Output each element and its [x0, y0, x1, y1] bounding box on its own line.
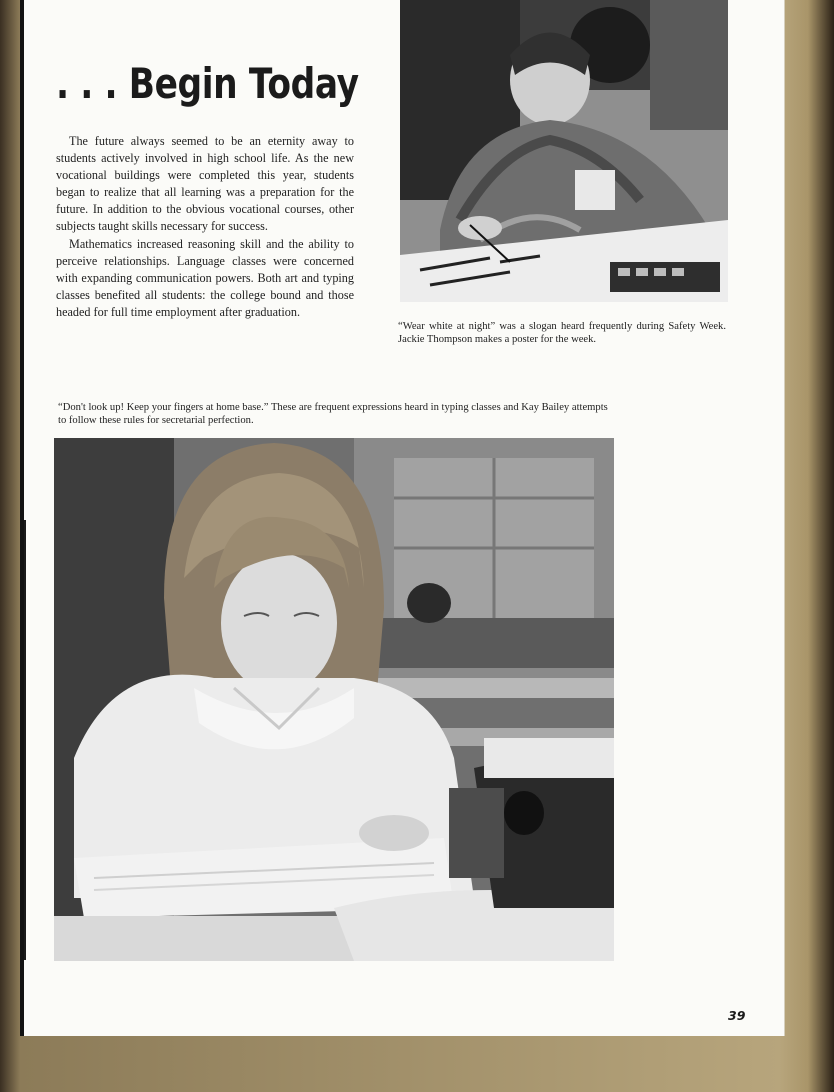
paragraph-1: The future always seemed to be an eternity away to students actively involved in high school life. As the new vocational buildings were completed this year, students began to realize that all learning was a preparation for the future. In addition to the obvious vocational courses, other subjects taught skills necessary for success.	[56, 134, 354, 234]
big-photo-caption: “Don't look up! Keep your fingers at home base.” These are frequent expressions heard in typing classes and Kay Bailey attempts to follow these rules for secretarial perfection.	[58, 402, 608, 426]
binding-edge-line	[24, 520, 26, 960]
page-heading: . . . Begin Today	[56, 59, 359, 108]
body-text	[56, 133, 354, 321]
paragraph-2: Mathematics increased reasoning skill and the ability to perceive relationships. Language classes were concerned with expanding communication powers. Both art and typing classes benefited all students: the college bound and those headed for full time employment after graduation.	[56, 236, 354, 319]
page-number: 39	[728, 1008, 746, 1023]
typing-class-photo	[54, 438, 614, 961]
student-poster-photo	[400, 0, 728, 302]
top-photo-caption: “Wear white at night” was a slogan heard frequently during Safety Week. Jackie Thompson makes a poster for the week.	[398, 321, 726, 345]
